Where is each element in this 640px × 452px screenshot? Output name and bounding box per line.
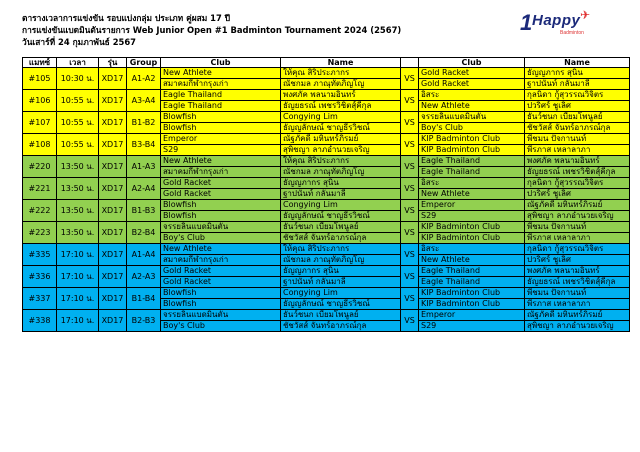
match-schedule-table: [22, 57, 630, 332]
left-player-name: สุพิชญา ลาภอำนวยเจริญ: [281, 145, 401, 156]
table-row: [23, 68, 630, 79]
col-club-left: Club: [161, 58, 281, 68]
header-tournament: การแข่งขันแบดมินตันรายการ Web Junior Open #1 Badminton Tournament 2024 (2567): [22, 25, 402, 35]
col-vs: [401, 58, 419, 68]
left-club: สมาคมกีฬากรุงเก่า: [161, 167, 281, 178]
left-club: Blowfish: [161, 211, 281, 222]
right-club: Boy's Club: [419, 123, 525, 134]
right-player-name: ธันว์ชนก เบี้ยมโพนูลย์: [525, 112, 630, 123]
right-player-name: พงศภัค พลนามอินทร์: [525, 266, 630, 277]
match-time: 13:50 น.: [57, 156, 99, 178]
match-time: 10:55 น.: [57, 134, 99, 156]
table-row: [23, 90, 630, 101]
left-player-name: ให้คุณ สิริประภากร: [281, 244, 401, 255]
match-group: A1-A3: [127, 156, 161, 178]
match-category: XD17: [99, 266, 127, 288]
left-player-name: ธันว์ชนก เบี้ยมโพนูลย์: [281, 310, 401, 321]
left-player-name: ชัชวัสส์ จันทร์อาภรณ์กุล: [281, 233, 401, 244]
schedule-body: [23, 68, 630, 332]
versus-label: VS: [401, 288, 419, 310]
right-player-name: พีชมน ปัจกานนท์: [525, 134, 630, 145]
match-category: XD17: [99, 244, 127, 266]
versus-label: VS: [401, 310, 419, 332]
left-club: Blowfish: [161, 123, 281, 134]
right-club: Emperor: [419, 310, 525, 321]
right-player-name: พงศภัค พลนามอินทร์: [525, 156, 630, 167]
match-number: #337: [23, 288, 57, 310]
left-club: Boy's Club: [161, 321, 281, 332]
table-row: [23, 134, 630, 145]
right-club: New Athlete: [419, 189, 525, 200]
match-time: 17:10 น.: [57, 244, 99, 266]
left-player-name: ณัฐภัคดี มหินทร์ภิรมย์: [281, 134, 401, 145]
match-number: #107: [23, 112, 57, 134]
left-player-name: ณัชกมล ภาณุทัตภิญโญ: [281, 255, 401, 266]
match-number: #105: [23, 68, 57, 90]
left-player-name: ธัญญภากร สุนิน: [281, 266, 401, 277]
right-club: KIP Badminton Club: [419, 288, 525, 299]
versus-label: VS: [401, 266, 419, 288]
left-player-name: ณัชกมล ภาณุทัตภิญโญ: [281, 167, 401, 178]
happy-badminton-logo: [520, 10, 620, 38]
left-club: Boy's Club: [161, 233, 281, 244]
right-player-name: พีชมน ปัจกานนท์: [525, 288, 630, 299]
match-category: XD17: [99, 222, 127, 244]
match-category: XD17: [99, 68, 127, 90]
left-club: Eagle Thailand: [161, 101, 281, 112]
match-time: 10:55 น.: [57, 90, 99, 112]
match-category: XD17: [99, 156, 127, 178]
right-player-name: พีรภาส เหลาลาภา: [525, 233, 630, 244]
left-player-name: Congying Lim: [281, 200, 401, 211]
match-group: A3-A4: [127, 90, 161, 112]
right-player-name: ณัฐภัคดี มหินทร์ภิรมย์: [525, 200, 630, 211]
right-club: อิสระ: [419, 178, 525, 189]
versus-label: VS: [401, 112, 419, 134]
left-player-name: ธัญยธรณ์ เพชรวิชิตสุ์คีกุล: [281, 101, 401, 112]
match-category: XD17: [99, 178, 127, 200]
left-club: New Athlete: [161, 244, 281, 255]
match-group: B2-B3: [127, 310, 161, 332]
right-player-name: ปวริศร์ ชูเลิศ: [525, 101, 630, 112]
col-category: รุ่น: [99, 58, 127, 68]
right-club: จรรยลินแบดมินตัน: [419, 112, 525, 123]
left-club: Blowfish: [161, 288, 281, 299]
versus-label: VS: [401, 178, 419, 200]
col-name-right: Name: [525, 58, 630, 68]
table-row: [23, 112, 630, 123]
versus-label: VS: [401, 68, 419, 90]
right-player-name: พีชมน ปัจกานนท์: [525, 222, 630, 233]
match-group: B3-B4: [127, 134, 161, 156]
table-row: [23, 288, 630, 299]
match-group: A2-A4: [127, 178, 161, 200]
left-club: Emperor: [161, 134, 281, 145]
versus-label: VS: [401, 244, 419, 266]
match-group: B1-B4: [127, 288, 161, 310]
match-time: 17:10 น.: [57, 288, 99, 310]
match-number: #336: [23, 266, 57, 288]
left-player-name: ณัชกมล ภาณุทัตภิญโญ: [281, 79, 401, 90]
right-club: KIP Badminton Club: [419, 145, 525, 156]
right-player-name: สุพิชญา ลาภอำนวยเจริญ: [525, 211, 630, 222]
left-player-name: ธัญญลักษณ์ ชาญธีรวิชณ์: [281, 123, 401, 134]
right-club: Gold Racket: [419, 79, 525, 90]
left-player-name: Congying Lim: [281, 112, 401, 123]
left-player-name: Congying Lim: [281, 288, 401, 299]
right-club: S29: [419, 211, 525, 222]
match-category: XD17: [99, 112, 127, 134]
match-number: #106: [23, 90, 57, 112]
left-club: จรรยลินแบดมินตัน: [161, 222, 281, 233]
right-club: Eagle Thailand: [419, 277, 525, 288]
left-club: Gold Racket: [161, 178, 281, 189]
match-number: #220: [23, 156, 57, 178]
left-club: สมาคมกีฬากรุงเก่า: [161, 255, 281, 266]
col-match: แมทซ์: [23, 58, 57, 68]
right-club: KIP Badminton Club: [419, 222, 525, 233]
right-club: KIP Badminton Club: [419, 134, 525, 145]
right-club: KIP Badminton Club: [419, 233, 525, 244]
left-club: จรรยลินแบดมินตัน: [161, 310, 281, 321]
match-number: #335: [23, 244, 57, 266]
match-time: 13:50 น.: [57, 200, 99, 222]
right-player-name: พีรภาส เหลาลาภา: [525, 299, 630, 310]
right-club: New Athlete: [419, 101, 525, 112]
right-player-name: สุพิชญา ลาภอำนวยเจริญ: [525, 321, 630, 332]
right-player-name: ธัญยธรณ์ เพชรวิชิตสุ์คีกุล: [525, 277, 630, 288]
right-player-name: กุลนิดา กู้สุวรรณวิจิตร: [525, 244, 630, 255]
right-player-name: ปวริศร์ ชูเลิศ: [525, 255, 630, 266]
left-club: Gold Racket: [161, 189, 281, 200]
match-category: XD17: [99, 90, 127, 112]
right-club: Gold Racket: [419, 68, 525, 79]
table-header-row: [23, 58, 630, 68]
right-player-name: กุลนิดา กู้สุวรรณวิจิตร: [525, 178, 630, 189]
right-club: อิสระ: [419, 244, 525, 255]
left-club: New Athlete: [161, 68, 281, 79]
versus-label: VS: [401, 156, 419, 178]
match-group: B1-B3: [127, 200, 161, 222]
left-club: Blowfish: [161, 112, 281, 123]
left-player-name: ให้คุณ สิริประภากร: [281, 68, 401, 79]
left-club: Blowfish: [161, 299, 281, 310]
match-time: 13:50 น.: [57, 178, 99, 200]
left-club: Eagle Thailand: [161, 90, 281, 101]
header-date: วันเสาร์ที่ 24 กุมภาพันธ์ 2567: [22, 37, 137, 47]
right-club: New Athlete: [419, 255, 525, 266]
left-player-name: ธัญญภากร สุนิน: [281, 178, 401, 189]
left-player-name: ฐาปนันท์ กลั่นมาลี: [281, 277, 401, 288]
versus-label: VS: [401, 134, 419, 156]
logo-number: 1: [520, 10, 533, 35]
right-club: Eagle Thailand: [419, 266, 525, 277]
match-time: 10:30 น.: [57, 68, 99, 90]
logo-subtitle: Badminton: [560, 30, 584, 36]
left-player-name: ให้คุณ สิริประภากร: [281, 156, 401, 167]
right-player-name: ธัญญภากร สุนิน: [525, 68, 630, 79]
table-row: [23, 178, 630, 189]
left-club: Gold Racket: [161, 277, 281, 288]
left-player-name: ชัชวัสส์ จันทร์อาภรณ์กุล: [281, 321, 401, 332]
col-club-right: Club: [419, 58, 525, 68]
right-club: Eagle Thailand: [419, 156, 525, 167]
match-category: XD17: [99, 310, 127, 332]
match-group: A1-A2: [127, 68, 161, 90]
right-player-name: ชัชวัสส์ จันทร์อาภรณ์กุล: [525, 123, 630, 134]
right-player-name: พีรภาส เหลาลาภา: [525, 145, 630, 156]
left-club: Blowfish: [161, 200, 281, 211]
match-category: XD17: [99, 134, 127, 156]
left-player-name: ธัญญลักษณ์ ชาญธีรวิชณ์: [281, 299, 401, 310]
match-number: #221: [23, 178, 57, 200]
versus-label: VS: [401, 90, 419, 112]
match-number: #222: [23, 200, 57, 222]
versus-label: VS: [401, 200, 419, 222]
left-player-name: ฐาปนันท์ กลั่นมาลี: [281, 189, 401, 200]
match-time: 17:10 น.: [57, 266, 99, 288]
right-player-name: ณัฐภัคดี มหินทร์ภิรมย์: [525, 310, 630, 321]
match-time: 10:55 น.: [57, 112, 99, 134]
left-player-name: ธัญญลักษณ์ ชาญธีรวิชณ์: [281, 211, 401, 222]
left-club: สมาคมกีฬากรุงเก่า: [161, 79, 281, 90]
right-player-name: ฐาปนันท์ กลั่นมาลี: [525, 79, 630, 90]
schedule-header: [22, 12, 462, 48]
versus-label: VS: [401, 222, 419, 244]
shuttlecock-icon: ✈: [580, 8, 591, 22]
header-title: ตารางเวลาการแข่งขัน รอบแบ่งกลุ่ม ประเภท คู่ผสม 17 ปี: [22, 13, 231, 23]
left-club: S29: [161, 145, 281, 156]
table-row: [23, 310, 630, 321]
right-club: อิสระ: [419, 90, 525, 101]
match-group: B1-B2: [127, 112, 161, 134]
left-player-name: พงศภัค พลนามอินทร์: [281, 90, 401, 101]
right-club: Emperor: [419, 200, 525, 211]
match-number: #108: [23, 134, 57, 156]
match-category: XD17: [99, 288, 127, 310]
table-row: [23, 156, 630, 167]
table-row: [23, 200, 630, 211]
left-club: Gold Racket: [161, 266, 281, 277]
table-row: [23, 266, 630, 277]
match-group: A1-A4: [127, 244, 161, 266]
left-player-name: ธันว์ชนก เบี้ยมโพนูลย์: [281, 222, 401, 233]
right-club: S29: [419, 321, 525, 332]
match-number: #223: [23, 222, 57, 244]
left-club: New Athlete: [161, 156, 281, 167]
col-time: เวลา: [57, 58, 99, 68]
table-row: [23, 244, 630, 255]
match-time: 13:50 น.: [57, 222, 99, 244]
right-player-name: กุลนิดา กู้สุวรรณวิจิตร: [525, 90, 630, 101]
right-player-name: ปวริศร์ ชูเลิศ: [525, 189, 630, 200]
right-player-name: ธัญยธรณ์ เพชรวิชิตสุ์คีกุล: [525, 167, 630, 178]
table-row: [23, 222, 630, 233]
logo-word: Happy: [532, 12, 581, 29]
match-group: A2-A3: [127, 266, 161, 288]
col-group: Group: [127, 58, 161, 68]
col-name-left: Name: [281, 58, 401, 68]
match-category: XD17: [99, 200, 127, 222]
right-club: Eagle Thailand: [419, 167, 525, 178]
match-time: 17:10 น.: [57, 310, 99, 332]
right-club: KIP Badminton Club: [419, 299, 525, 310]
match-number: #338: [23, 310, 57, 332]
match-group: B2-B4: [127, 222, 161, 244]
